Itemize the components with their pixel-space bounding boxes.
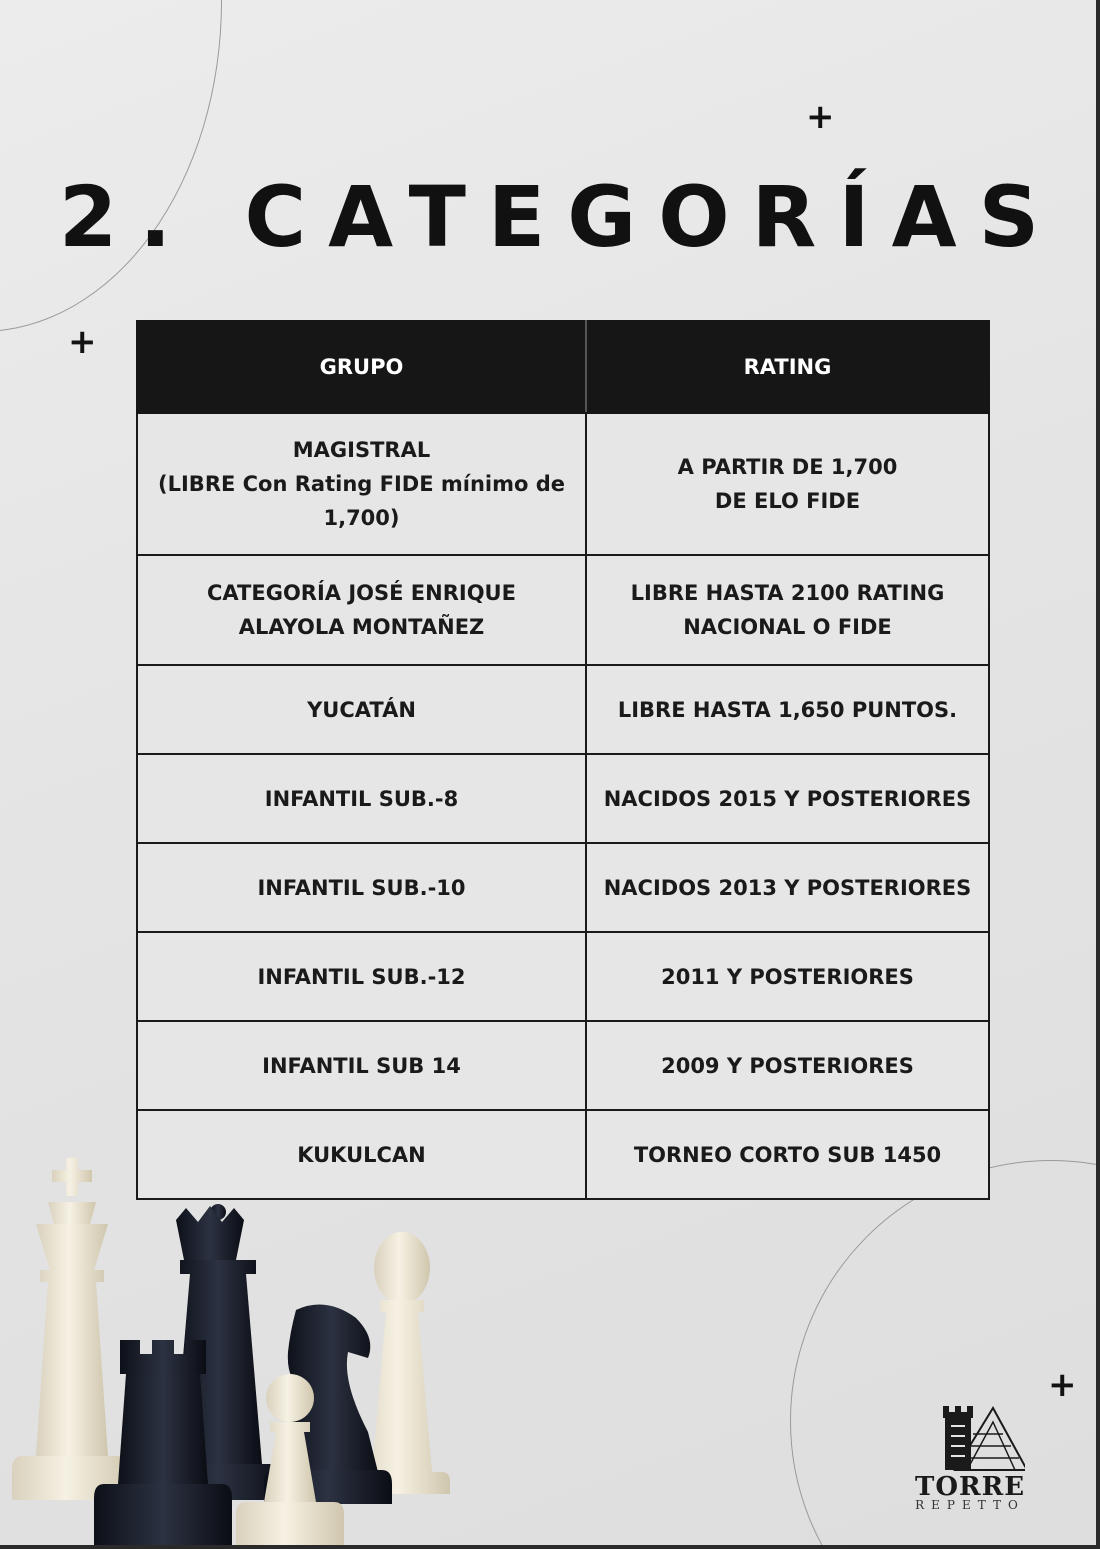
- categories-table: [136, 320, 990, 1200]
- table-row: [137, 843, 989, 932]
- white-king-icon: [12, 1158, 132, 1500]
- rating-cell: TORNEO CORTO SUB 1450: [586, 1110, 989, 1199]
- cell-line: DE ELO FIDE: [714, 489, 861, 513]
- cell-line: CATEGORÍA JOSÉ ENRIQUE: [207, 581, 516, 605]
- plus-icon: +: [68, 322, 97, 362]
- cell-line: 1,700): [323, 506, 400, 530]
- rating-cell: NACIDOS 2013 Y POSTERIORES: [586, 843, 989, 932]
- rating-cell: NACIDOS 2015 Y POSTERIORES: [586, 754, 989, 843]
- cell-line: ALAYOLA MONTAÑEZ: [238, 615, 485, 639]
- group-cell: [137, 555, 586, 665]
- rating-cell: [586, 413, 989, 555]
- cell-line: NACIONAL O FIDE: [683, 615, 892, 639]
- rating-cell: LIBRE HASTA 1,650 PUNTOS.: [586, 665, 989, 754]
- rating-cell: 2011 Y POSTERIORES: [586, 932, 989, 1021]
- group-cell: INFANTIL SUB.-10: [137, 843, 586, 932]
- table-row: [137, 932, 989, 1021]
- cell-line: MAGISTRAL: [292, 438, 431, 462]
- group-cell: INFANTIL SUB.-8: [137, 754, 586, 843]
- group-cell: [137, 413, 586, 555]
- decorative-circle-top-left: [0, 0, 222, 332]
- group-cell: INFANTIL SUB.-12: [137, 932, 586, 1021]
- table-row: [137, 555, 989, 665]
- column-header-rating: RATING: [586, 321, 989, 413]
- cell-line: (LIBRE Con Rating FIDE mínimo de: [158, 472, 565, 496]
- page-title: 2. CATEGORÍAS: [58, 168, 1062, 266]
- rating-cell: [586, 555, 989, 665]
- group-cell: YUCATÁN: [137, 665, 586, 754]
- plus-icon: +: [806, 97, 835, 137]
- group-cell: INFANTIL SUB 14: [137, 1021, 586, 1110]
- table-row: [137, 1021, 989, 1110]
- tower-pyramid-icon: [915, 1400, 1025, 1472]
- cell-line: LIBRE HASTA 2100 RATING: [630, 581, 945, 605]
- logo-subtitle: REPETTO: [915, 1498, 1025, 1512]
- logo-wordmark: TORRE: [914, 1472, 1026, 1502]
- torre-repetto-logo: [905, 1400, 1035, 1512]
- group-cell: KUKULCAN: [137, 1110, 586, 1199]
- table-row: [137, 754, 989, 843]
- table-row: [137, 665, 989, 754]
- table-row: [137, 413, 989, 555]
- table-header-row: [137, 321, 989, 413]
- cell-line: A PARTIR DE 1,700: [677, 455, 898, 479]
- plus-icon: +: [1048, 1365, 1077, 1405]
- column-header-group: GRUPO: [137, 321, 586, 413]
- rating-cell: 2009 Y POSTERIORES: [586, 1021, 989, 1110]
- chess-pieces-icon: [0, 1140, 470, 1545]
